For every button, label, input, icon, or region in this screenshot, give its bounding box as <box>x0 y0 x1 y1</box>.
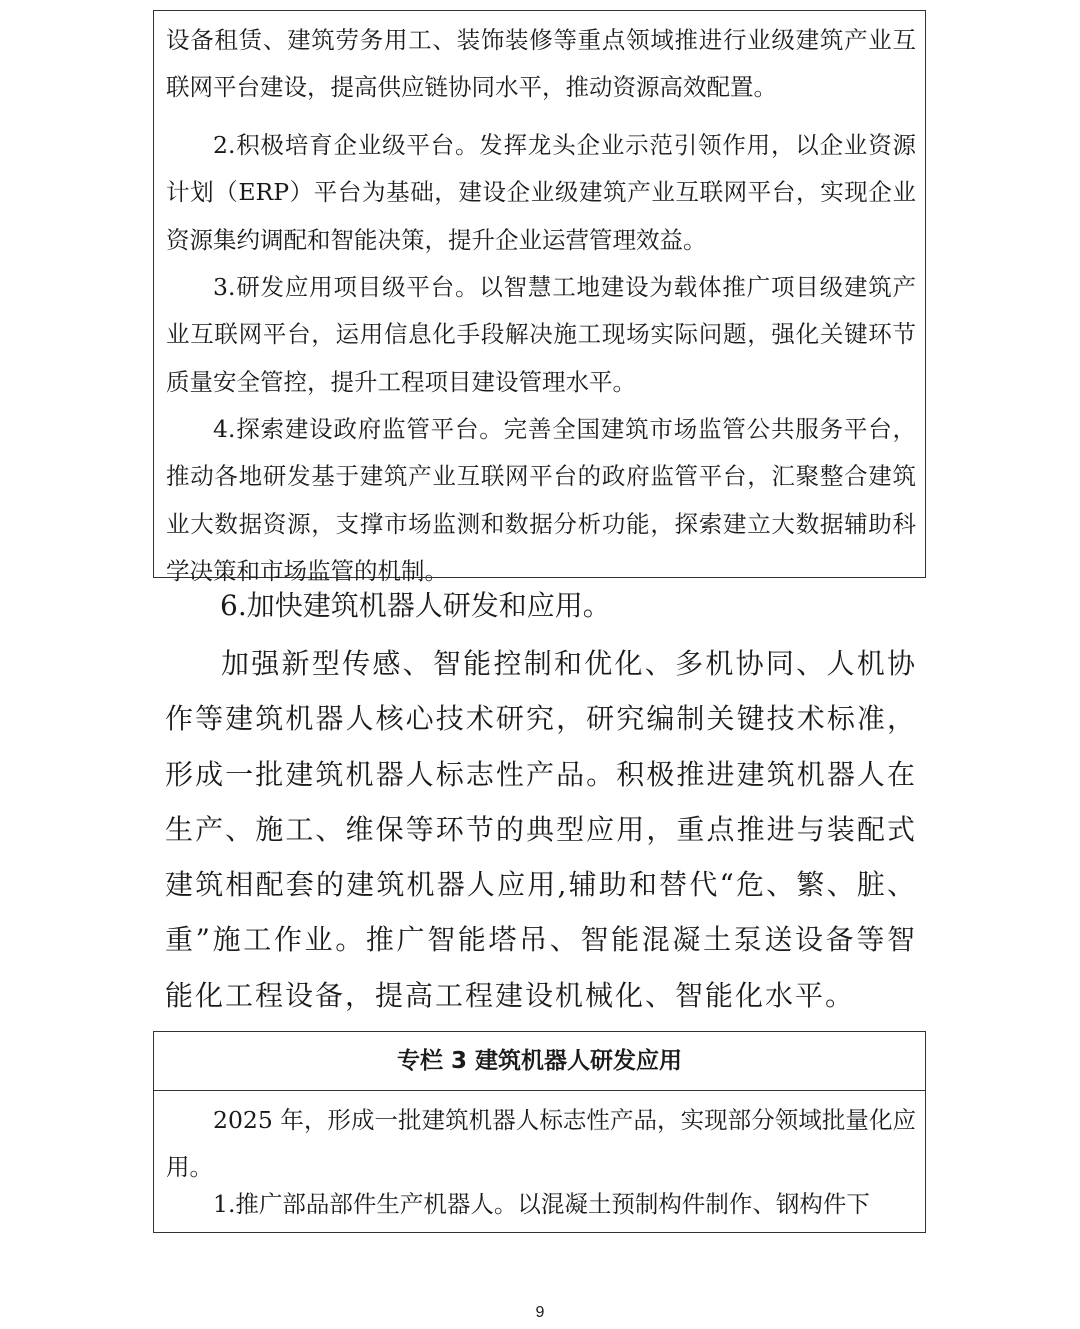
feature-box-robots <box>153 1031 926 1233</box>
box-paragraph-government-platform: 4.探索建设政府监管平台。完善全国建筑市场监管公共服务平台，推动各地研发基于建筑产业互联网平台的政府监管平台，汇聚整合建筑业大数据资源，支撑市场监测和数据分析功能，探索建立大数据辅助科学决策和市场监管的机制。 <box>166 415 916 585</box>
feature-box-platforms <box>153 10 926 585</box>
box-paragraph-production-robots: 1.推广部品部件生产机器人。以混凝土预制构件制作、钢构件下 <box>213 1190 870 1218</box>
box-paragraph-project-platform: 3.研发应用项目级平台。以智慧工地建设为载体推广项目级建筑产业互联网平台，运用信息化手段解决施工现场实际问题，强化关键环节质量安全管控，提升工程项目建设管理水平。 <box>166 273 916 396</box>
section-body: 加强新型传感、智能控制和优化、多机协同、人机协作等建筑机器人核心技术研究，研究编制关键技术标准，形成一批建筑机器人标志性产品。积极推进建筑机器人在生产、施工、维保等环节的典型应用，重点推进与装配式建筑相配套的建筑机器人应用,辅助和替代“危、繁、脏、重”施工作业。推广智能塔吊、智能混凝土泵送设备等智能化工程设备，提高工程建设机械化、智能化水平。 <box>165 647 917 1012</box>
box-paragraph-target: 2025 年，形成一批建筑机器人标志性产品，实现部分领域批量化应用。 <box>166 1106 916 1182</box>
box-paragraph-enterprise-platform: 2.积极培育企业级平台。发挥龙头企业示范引领作用，以企业资源计划（ERP）平台为基础，建设企业级建筑产业互联网平台，实现企业资源集约调配和智能决策，提升企业运营管理效益。 <box>166 131 916 254</box>
section-heading: 6.加快建筑机器人研发和应用。 <box>220 589 611 622</box>
page-number: 9 <box>535 1304 545 1321</box>
box-paragraph-continuation: 设备租赁、建筑劳务用工、装饰装修等重点领域推进行业级建筑产业互联网平台建设，提高供应链协同水平，推动资源高效配置。 <box>166 26 916 102</box>
feature-box-title: 专栏 3 建筑机器人研发应用 <box>154 1032 925 1091</box>
